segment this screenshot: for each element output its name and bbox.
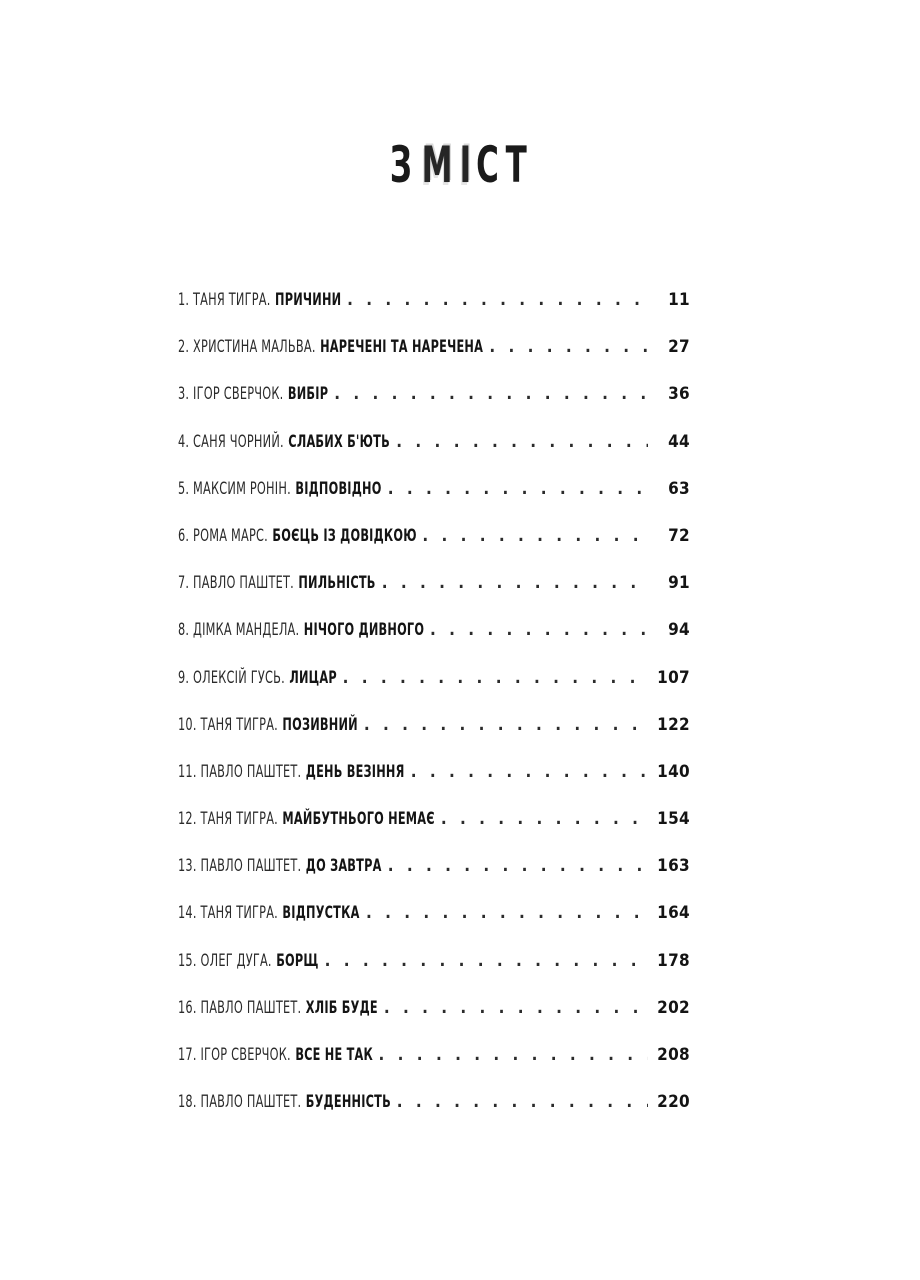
toc-entry [178,998,690,1045]
toc-dot-leader [384,998,648,1018]
toc-entry [178,290,690,337]
toc-entry-label [178,715,358,735]
table-of-contents [178,290,690,1139]
toc-entry-label [178,762,405,782]
toc-entry-label [178,479,382,499]
toc-entry-page: 94 [668,620,690,641]
toc-entry-chapter: НАРЕЧЕНІ ТА НАРЕЧЕНА [320,337,484,358]
toc-entry-chapter: НІЧОГО ДИВНОГО [303,620,425,641]
toc-entry-label [178,620,424,640]
toc-dot-leader [364,715,648,735]
toc-dot-leader [379,1045,648,1065]
toc-entry-page: 36 [668,384,690,405]
toc-entry-number: 10. [178,714,197,735]
toc-entry-page: 164 [657,903,690,924]
toc-entry-separator: . [267,950,272,971]
toc-entry [178,715,690,762]
toc-entry-number: 5. [178,478,190,499]
toc-entry [178,384,690,431]
toc-entry-separator: . [297,1092,302,1113]
toc-entry-chapter: БОЄЦЬ ІЗ ДОВІДКОЮ [272,525,417,546]
toc-entry-label [178,856,382,876]
toc-entry-separator: . [274,714,278,735]
toc-entry-author: МАКСИМ РОНІН [193,478,288,499]
toc-entry-author: ТАНЯ ТИГРА [200,714,275,735]
toc-entry-separator: . [297,761,302,782]
toc-entry [178,432,690,479]
toc-entry-separator: . [279,384,284,405]
toc-entry-label [178,384,328,404]
toc-entry-author: ОЛЕГ ДУГА [200,950,268,971]
toc-entry-chapter: ВІДПУСТКА [282,903,360,924]
toc-dot-leader [411,762,648,782]
toc-entry-page: 122 [657,714,690,735]
toc-entry [178,526,690,573]
toc-entry-label [178,951,319,971]
toc-entry-chapter: ВІДПОВІДНО [295,478,382,499]
toc-entry-number: 14. [178,903,197,924]
toc-entry-chapter: ВИБІР [287,384,329,405]
toc-entry-author: САНЯ ЧОРНИЙ [193,431,281,452]
toc-entry-page: 178 [657,950,690,971]
toc-entry [178,903,690,950]
toc-dot-leader [334,384,648,404]
toc-entry-number: 3. [178,384,190,405]
toc-entry [178,337,690,384]
toc-entry-separator: . [266,290,271,310]
toc-entry [178,951,690,998]
toc-entry-label [178,903,360,923]
toc-entry-number: 17. [178,1045,197,1065]
toc-dot-leader [382,573,648,593]
toc-entry-page: 208 [657,1045,690,1065]
toc-entry-author: ІГОР СВЕРЧОК [193,384,280,405]
toc-entry [178,1092,690,1139]
toc-entry-label [178,998,378,1018]
toc-entry-page: 220 [657,1092,690,1113]
toc-entry-separator: . [295,620,300,641]
toc-entry-page: 154 [657,809,690,830]
toc-entry-author: ПАВЛО ПАШТЕТ [200,856,298,877]
title-letter: З [389,135,416,194]
title-letter: С [475,135,503,194]
toc-entry-number: 11. [178,761,197,782]
toc-entry-author: РОМА МАРС [193,525,265,546]
title-letter: Т [505,135,531,194]
toc-entry-page: 140 [657,761,690,782]
toc-entry-author: ІГОР СВЕРЧОК [200,1045,288,1065]
toc-entry-separator: . [297,997,302,1018]
toc-entry-separator: . [287,478,291,499]
toc-entry-separator: . [274,903,278,924]
toc-dot-leader [441,809,648,829]
toc-entry-chapter: МАЙБУТНЬОГО НЕМАЄ [282,809,435,830]
toc-entry-number: 7. [178,573,190,594]
toc-dot-leader [396,432,648,452]
toc-entry [178,762,690,809]
toc-entry-author: ТАНЯ ТИГРА [193,290,267,310]
toc-entry [178,479,690,526]
toc-entry-author: ПАВЛО ПАШТЕТ [200,761,298,782]
toc-dot-leader [489,337,648,357]
toc-entry-number: 18. [178,1092,197,1113]
toc-entry-separator: . [311,337,316,358]
toc-entry-number: 1. [178,290,190,310]
toc-entry-chapter: ПИЛЬНІСТЬ [298,573,376,594]
toc-entry-page: 44 [668,431,690,452]
toc-entry-chapter: СЛАБИХ Б'ЮТЬ [288,431,390,452]
toc-entry-separator: . [290,573,294,594]
toc-entry-chapter: ЛИЦАР [289,667,337,688]
toc-dot-leader [366,903,648,923]
page-title [0,130,920,200]
toc-dot-leader [397,1092,648,1112]
toc-entry-page: 91 [668,573,690,594]
toc-entry-author: ПАВЛО ПАШТЕТ [193,573,291,594]
title-letter: І [459,135,475,194]
toc-entry [178,1045,690,1092]
toc-entry-separator: . [264,525,268,546]
toc-entry-author: ДІМКА МАНДЕЛА [193,620,296,641]
toc-dot-leader [388,479,648,499]
toc-entry-page: 27 [668,337,690,358]
toc-entry-label [178,1092,391,1112]
toc-entry-separator: . [297,856,302,877]
toc-dot-leader [430,620,648,640]
toc-entry-number: 4. [178,431,190,452]
toc-entry-separator: . [274,809,278,830]
toc-entry-page: 72 [668,525,690,546]
toc-dot-leader [325,951,648,971]
toc-entry-number: 2. [178,337,190,358]
toc-entry-author: ТАНЯ ТИГРА [200,809,275,830]
toc-dot-leader [388,856,648,876]
toc-entry-label [178,1045,373,1065]
toc-entry-number: 13. [178,856,197,877]
toc-entry [178,809,690,856]
toc-entry-author: ПАВЛО ПАШТЕТ [200,997,298,1018]
toc-entry [178,668,690,715]
toc-dot-leader [347,290,648,310]
toc-entry-number: 16. [178,997,197,1018]
title-letter: М [421,135,457,194]
toc-entry-number: 12. [178,809,197,830]
toc-entry-number: 6. [178,525,190,546]
toc-entry-page: 11 [668,290,690,310]
toc-entry-separator: . [280,431,284,452]
toc-entry-author: ХРИСТИНА МАЛЬВА [193,337,312,358]
toc-entry-label [178,668,337,688]
toc-entry-chapter: БУДЕННІСТЬ [305,1092,391,1113]
toc-entry-author: ОЛЕКСІЙ ГУСЬ [193,667,282,688]
toc-entry-chapter: ДЕНЬ ВЕЗІННЯ [305,761,405,782]
toc-entry-author: ПАВЛО ПАШТЕТ [200,1092,298,1113]
toc-dot-leader [422,526,648,546]
toc-entry-number: 8. [178,620,190,641]
toc-entry-page: 107 [657,667,690,688]
toc-entry [178,620,690,667]
toc-entry-chapter: ХЛІБ БУДЕ [305,997,378,1018]
toc-dot-leader [343,668,648,688]
toc-entry-number: 9. [178,667,190,688]
toc-entry-number: 15. [178,950,197,971]
toc-entry-separator: . [287,1045,291,1065]
toc-entry-chapter: ПОЗИВНИЙ [282,714,358,735]
toc-entry-page: 163 [657,856,690,877]
toc-entry-label [178,432,390,452]
toc-entry-label [178,290,341,310]
toc-entry-chapter: ВСЕ НЕ ТАК [295,1045,374,1065]
toc-entry-chapter: ДО ЗАВТРА [305,856,382,877]
toc-entry-chapter: ПРИЧИНИ [274,290,342,310]
toc-entry-author: ТАНЯ ТИГРА [200,903,275,924]
toc-entry-label [178,337,483,357]
toc-entry-separator: . [281,667,285,688]
toc-entry-page: 202 [657,997,690,1018]
toc-entry-label [178,573,376,593]
toc-entry-label [178,526,417,546]
toc-entry-label [178,809,435,829]
toc-entry-chapter: БОРЩ [276,950,319,971]
toc-entry [178,573,690,620]
toc-entry-page: 63 [668,478,690,499]
toc-entry [178,856,690,903]
